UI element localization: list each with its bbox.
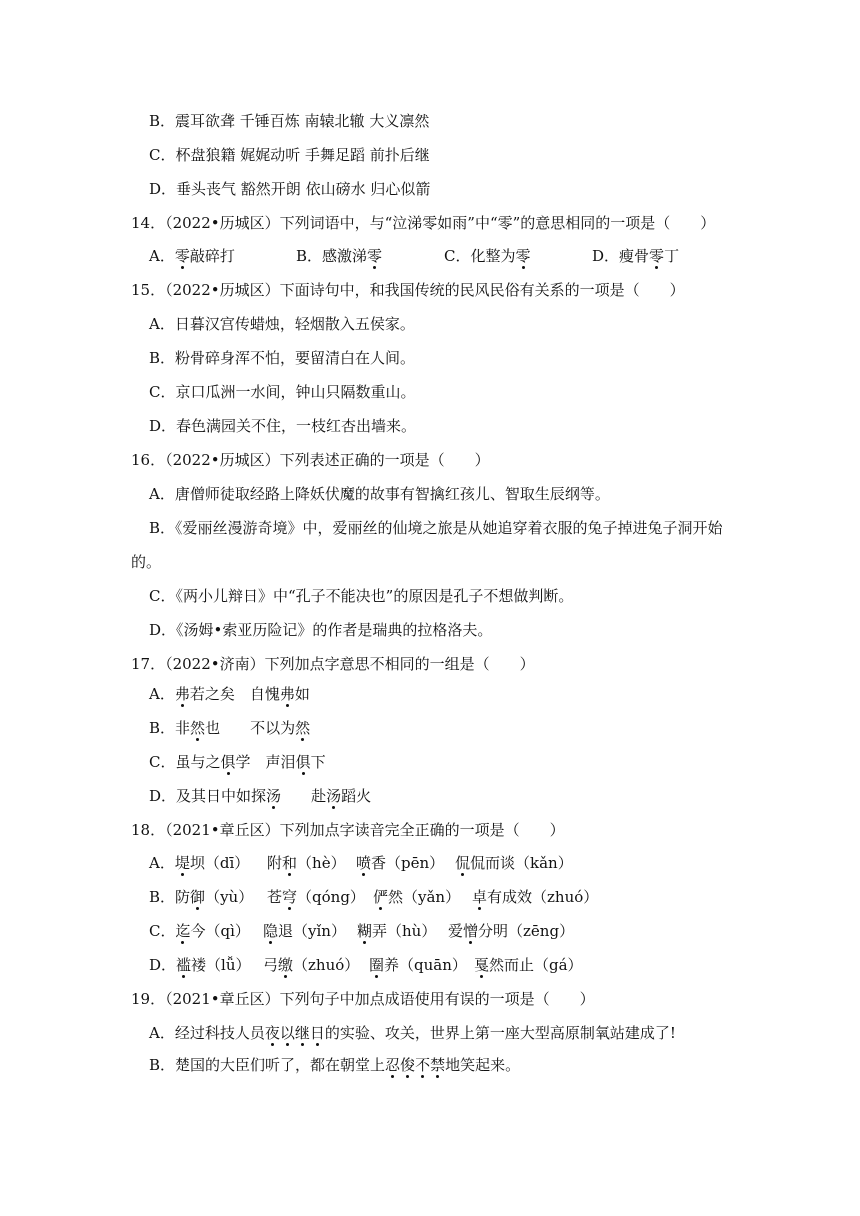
- q19-option-b: B．楚国的大臣们听了，都在朝堂上忍俊不禁地笑起来。: [149, 1056, 521, 1074]
- q14-option-c: C．化整为零: [444, 247, 531, 265]
- dotted-char: 零: [174, 247, 190, 265]
- dotted-char: 弗: [174, 685, 190, 703]
- q18-option-c: C．迄今（qì） 隐退（yǐn） 糊弄（hù） 爱憎分明（zēng）: [149, 922, 575, 940]
- dotted-char: 侃: [455, 854, 471, 872]
- q14-option-a: A．零敲碎打: [149, 247, 235, 265]
- q16-option-b: B．《爱丽丝漫游奇境》中，爱丽丝的仙境之旅是从她追穿着衣服的兔子掉进兔子洞开始: [149, 519, 723, 537]
- dotted-char: 穹: [282, 888, 298, 906]
- dotted-char: 俨: [373, 888, 389, 906]
- q19-option-a: A．经过科技人员夜以继日的实验、攻关，世界上第一座大型高原制氧站建成了!: [149, 1024, 676, 1042]
- q15-option-a: A．日暮汉宫传蜡烛，轻烟散入五侯家。: [149, 315, 415, 333]
- dotted-char: 俱: [220, 753, 236, 771]
- dotted-char: 迄: [175, 922, 191, 940]
- dotted-char: 糊: [357, 922, 373, 940]
- dotted-char: 喷: [356, 854, 372, 872]
- q17-option-c: C．虽与之俱学 声泪俱下: [149, 753, 326, 771]
- q18-stem: 18．（2021•章丘区）下列加点字读音完全正确的一项是（ ）: [131, 821, 565, 839]
- q16-option-a: A．唐僧师徒取经路上降妖伏魔的故事有智擒红孩儿、智取生辰纲等。: [149, 485, 610, 503]
- q18-option-d: D．褴褛（lǚ） 弓缴（zhuó） 圈养（quān） 戛然而止（gá）: [149, 956, 583, 974]
- q17-stem: 17．（2022•济南）下列加点字意思不相同的一组是（ ）: [131, 655, 535, 673]
- q19-stem: 19．（2021•章丘区）下列句子中加点成语使用有误的一项是（ ）: [131, 990, 595, 1008]
- q16-stem: 16．（2022•历城区）下列表述正确的一项是（ ）: [131, 451, 490, 469]
- q13-option-d: D．垂头丧气 豁然开朗 依山磅水 归心似箭: [149, 180, 431, 198]
- q14-option-d: D．瘦骨零丁: [592, 247, 680, 265]
- dotted-char: 憎: [463, 922, 479, 940]
- dotted-char: 卓: [472, 888, 488, 906]
- dotted-char: 俱: [295, 753, 311, 771]
- q16-option-d: D．《汤姆•索亚历险记》的作者是瑞典的拉格洛夫。: [149, 621, 493, 639]
- dotted-idiom: [385, 1056, 445, 1074]
- dotted-char: 日: [309, 1024, 325, 1042]
- q18-option-a: A．堤坝（dī） 附和（hè） 喷香（pēn） 侃侃而谈（kǎn）: [149, 854, 573, 872]
- dotted-char: 禁: [430, 1056, 446, 1074]
- dotted-char: 褴: [176, 956, 192, 974]
- q17-option-a: A．弗若之矣 自愧弗如: [149, 685, 310, 703]
- q15-option-c: C．京口瓜洲一水间，钟山只隔数重山。: [149, 383, 416, 401]
- dotted-char: 以: [279, 1024, 295, 1042]
- q13-option-c: C．杯盘狼籍 娓娓动听 手舞足蹈 前扑后继: [149, 146, 430, 164]
- dotted-char: 不: [415, 1056, 431, 1074]
- dotted-char: 堤: [174, 854, 190, 872]
- dotted-char: 御: [190, 888, 206, 906]
- dotted-char: 继: [294, 1024, 310, 1042]
- dotted-char: 零: [367, 247, 383, 265]
- q18-option-b: B．防御（yù） 苍穹（qóng） 俨然（yǎn） 卓有成效（zhuó）: [149, 888, 599, 906]
- q16-option-b-continued: 的。: [131, 553, 162, 571]
- dotted-char: 俊: [400, 1056, 416, 1074]
- dotted-char: 汤: [266, 787, 282, 805]
- dotted-char: 隐: [263, 922, 279, 940]
- dotted-char: 汤: [326, 787, 342, 805]
- q15-stem: 15．（2022•历城区）下面诗句中，和我国传统的民风民俗有关系的一项是（ ）: [131, 281, 685, 299]
- q14-option-b: B．感激涕零: [296, 247, 383, 265]
- dotted-char: 然: [190, 719, 206, 737]
- q15-option-d: D．春色满园关不住，一枝红杏出墙来。: [149, 417, 417, 435]
- dotted-char: 夜: [264, 1024, 280, 1042]
- dotted-idiom: [265, 1024, 325, 1042]
- dotted-char: 忍: [385, 1056, 401, 1074]
- q14-stem: 14．（2022•历城区）下列词语中，与“泣涕零如雨”中“零”的意思相同的一项是（ ）: [131, 214, 716, 232]
- dotted-char: 和: [282, 854, 298, 872]
- q16-option-c: C．《两小儿辩日》中“孔子不能决也”的原因是孔子不想做判断。: [149, 587, 574, 605]
- q13-option-b: B．震耳欲聋 千锤百炼 南辕北辙 大义凛然: [149, 112, 430, 130]
- dotted-char: 圈: [369, 956, 385, 974]
- q15-option-b: B．粉骨碎身浑不怕，要留清白在人间。: [149, 349, 416, 367]
- dotted-char: 戛: [474, 956, 490, 974]
- dotted-char: 弗: [279, 685, 295, 703]
- q17-option-b: B．非然也 不以为然: [149, 719, 311, 737]
- q14-options: [149, 246, 679, 266]
- q17-option-d: D．及其日中如探汤 赴汤蹈火: [149, 787, 372, 805]
- dotted-char: 然: [295, 719, 311, 737]
- dotted-char: 零: [515, 247, 531, 265]
- dotted-char: 零: [649, 247, 665, 265]
- dotted-char: 缴: [278, 956, 294, 974]
